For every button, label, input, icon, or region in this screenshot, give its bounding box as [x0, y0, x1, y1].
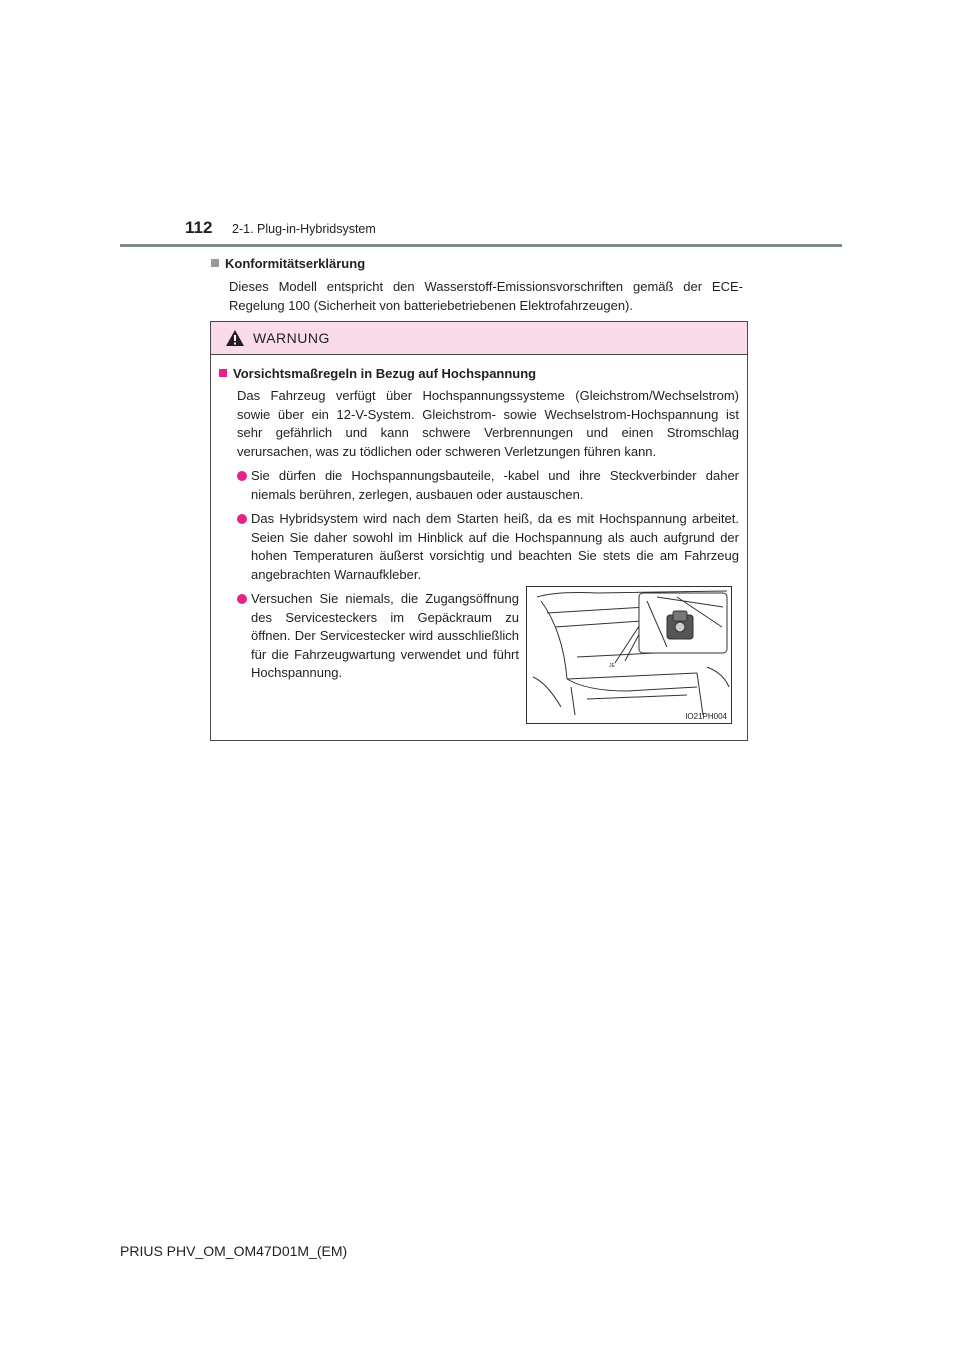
square-bullet-icon	[211, 259, 219, 267]
bullet-dot-icon	[237, 594, 247, 604]
list-item-text: Das Hybridsystem wird nach dem Starten heiß, da es mit Hochspannung arbeitet. Seien Sie daher sowohl im Hinblick auf die Hochspannung als auch aufgrund der hohen Temperaturen äußerst vorsichtig und beachten Sie stets die am Fahrzeug angebrachten Warnaufkleber.	[251, 511, 739, 582]
bullet-dot-icon	[237, 514, 247, 524]
page-number: 112	[185, 218, 213, 237]
list-item-text: Sie dürfen die Hochspannungsbauteile, -kabel und ihre Steckverbinder daher niemals berühren, zerlegen, ausbauen oder austauschen.	[251, 468, 739, 502]
list-item-text: Versuchen Sie niemals, die Zugangsöffnung des Servicesteckers im Gepäckraum zu öffnen. Der Servicestecker wird ausschließlich für die Fahrzeugwartung verwendet und führt Hochspannung.	[251, 591, 519, 680]
trunk-illustration	[527, 587, 731, 723]
warning-box	[210, 321, 748, 741]
warning-triangle-icon	[225, 329, 245, 347]
bullet-dot-icon	[237, 471, 247, 481]
section-title: 2-1. Plug-in-Hybridsystem	[232, 222, 376, 236]
list-item	[237, 510, 739, 584]
zoom-inset	[639, 593, 727, 653]
warning-header	[211, 322, 747, 355]
document-id: PRIUS PHV_OM_OM47D01M_(EM)	[120, 1243, 348, 1259]
conformity-section	[211, 255, 743, 315]
high-voltage-heading: Vorsichtsmaßregeln in Bezug auf Hochspannung	[233, 366, 537, 381]
square-bullet-icon	[219, 369, 227, 377]
service-plug-illustration	[526, 586, 732, 724]
conformity-text: Dieses Modell entspricht den Wasserstoff-Emissionsvorschriften gemäß der ECE-Regelung 100 (Sicherheit von batteriebetriebenen Elektrofahrzeugen).	[229, 279, 743, 313]
list-item	[237, 590, 519, 683]
figure-code: IO21PH004	[685, 712, 727, 721]
high-voltage-text: Das Fahrzeug verfügt über Hochspannungssysteme (Gleichstrom/Wechselstrom) sowie über ein 12-V-System. Gleichstrom- sowie Wechselstrom-Hochspannung ist sehr gefährlich und kann schwere Verbrennungen und einen Stromschlag verursachen, was zu tödlichen oder schweren Verletzungen führen kann.	[237, 388, 739, 459]
warning-title: WARNUNG	[253, 330, 330, 346]
conformity-heading: Konformitätserklärung	[225, 256, 366, 271]
list-item	[237, 467, 739, 504]
svg-text:JE: JE	[609, 663, 615, 669]
header-divider	[120, 244, 842, 247]
